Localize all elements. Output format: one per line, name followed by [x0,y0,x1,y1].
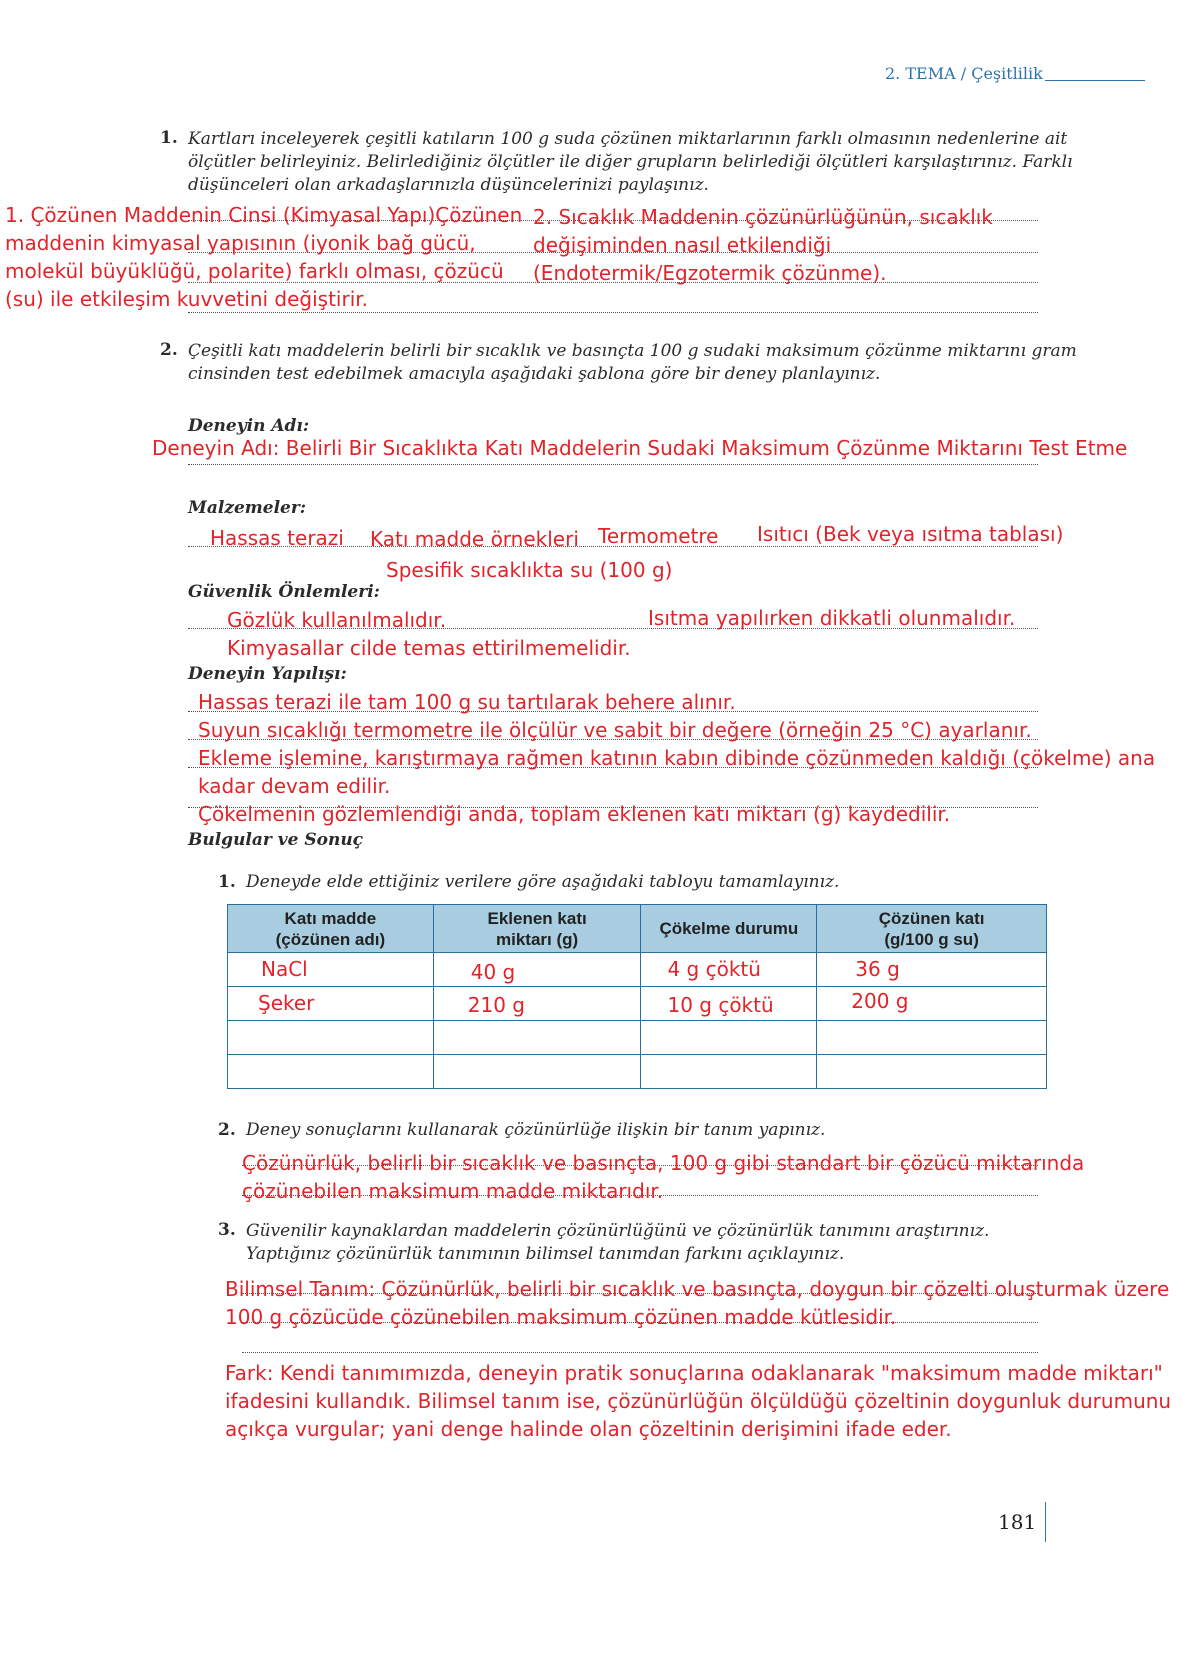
answer-line: Çözünürlük, belirli bir sıcaklık ve basınçta, 100 g gibi standart bir çözücü miktarında [242,1151,1085,1175]
results-label: Bulgular ve Sonuç [188,830,364,850]
materials-label: Malzemeler: [188,498,307,518]
procedure-step: Suyun sıcaklığı termometre ile ölçülür ve sabit bir değere (örneğin 25 °C) ayarlanır. [198,718,1032,742]
q1-answer-left [5,201,522,313]
safety-item: Isıtma yapılırken dikkatli olunmalıdır. [648,606,1016,630]
table-cell[interactable]: NaCl [228,953,434,987]
table-header: Eklenen katı miktarı (g) [433,905,641,953]
q1-line: düşünceleri olan arkadaşlarınızla düşüncelerinizi paylaşınız. [188,175,709,195]
procedure-steps [198,688,1155,828]
safety-label: Güvenlik Önlemleri: [188,582,380,602]
sub3-number: 3. [218,1220,236,1240]
table-header: Katı madde (çözünen adı) [228,905,434,953]
answer-line: açıkça vurgular; yani denge halinde olan çözeltinin derişimini ifade eder. [225,1417,952,1441]
table-row [228,1021,1047,1055]
q1-answer-right [533,203,993,287]
q2-text [188,340,1077,386]
material-item: Hassas terazi [210,526,344,550]
answer-line: Bilimsel Tanım: Çözünürlük, belirli bir sıcaklık ve basınçta, doygun bir çözelti oluşturmak üzere [225,1277,1170,1301]
table-header: Çözünen katı (g/100 g su) [817,905,1047,953]
safety-item: Gözlük kullanılmalıdır. [227,608,447,632]
table-cell[interactable] [433,1055,641,1089]
table-cell[interactable] [433,1021,641,1055]
q1-number: 1. [160,128,178,148]
results-table [227,904,1047,1089]
table-cell[interactable] [817,1055,1047,1089]
table-row [228,1055,1047,1089]
sub3-text [246,1220,989,1266]
q2-number: 2. [160,340,178,360]
sub1-number: 1. [218,872,236,892]
procedure-step: Ekleme işlemine, karıştırmaya rağmen katının kabın dibinde çözünmeden kaldığı (çökelme) ana [198,746,1156,770]
experiment-name-label: Deneyin Adı: [188,416,310,436]
table-header: Çökelme durumu [641,905,817,953]
sub1-text: Deneyde elde ettiğiniz verilere göre aşağıdaki tabloyu tamamlayınız. [246,872,840,892]
sub3-line: Güvenilir kaynaklardan maddelerin çözünürlüğünü ve çözünürlük tanımını araştırınız. [246,1221,990,1241]
section-header: 2. TEMA / Çeşitlilik [885,64,1043,83]
answer-line: 2. Sıcaklık Maddenin çözünürlüğünün, sıcaklık [533,205,993,229]
q2-line: Çeşitli katı maddelerin belirli bir sıcaklık ve basınçta 100 g sudaki maksimum çözünme miktarını gram [188,341,1077,361]
table-cell[interactable] [228,1021,434,1055]
table-cell[interactable]: 36 g [817,953,1047,987]
answer-line: (su) ile etkileşim kuvvetini değiştirir. [5,287,368,311]
table-cell[interactable]: 10 g çöktü [641,987,817,1021]
material-item: Katı madde örnekleri [370,527,579,551]
procedure-step: kadar devam edilir. [198,774,391,798]
q1-line: ölçütler belirleyiniz. Belirlediğiniz ölçütler ile diğer grupların belirlediği ölçütleri karşılaştırınız. Farklı [188,152,1073,172]
answer-line: 100 g çözücüde çözünebilen maksimum çözünen madde kütlesidir. [225,1305,897,1329]
answer-line: Fark: Kendi tanımımızda, deneyin pratik sonuçlarına odaklanarak "maksimum madde miktarı" [225,1361,1163,1385]
safety-item: Kimyasallar cilde temas ettirilmemelidir. [227,636,631,660]
table-cell[interactable]: 4 g çöktü [641,953,817,987]
answer-line: değişiminden nasıl etkilendiği [533,233,832,257]
material-item: Termometre [598,524,719,548]
sub2-answer [242,1149,1084,1205]
answer-line: molekül büyüklüğü, polarite) farklı olması, çözücü [5,259,504,283]
table-cell[interactable]: 40 g [433,953,641,987]
sub3-line: Yaptığınız çözünürlük tanımının bilimsel tanımdan farkını açıklayınız. [246,1244,845,1264]
q1-line: Kartları inceleyerek çeşitli katıların 100 g suda çözünen miktarlarının farklı olmasının nedenlerine ait [188,129,1068,149]
table-cell[interactable]: Şeker [228,987,434,1021]
procedure-step: Çökelmenin gözlemlendiği anda, toplam eklenen katı miktarı (g) kaydedilir. [198,802,951,826]
table-cell[interactable] [641,1021,817,1055]
answer-line: ifadesini kullandık. Bilimsel tanım ise, çözünürlüğün ölçüldüğü çözeltinin doygunluk durumunu [225,1389,1172,1413]
table-cell[interactable]: 200 g [817,987,1047,1021]
q2-line: cinsinden test edebilmek amacıyla aşağıdaki şablona göre bir deney planlayınız. [188,364,881,384]
material-item: Spesifik sıcaklıkta su (100 g) [386,558,673,582]
table-cell[interactable] [817,1021,1047,1055]
answer-line: maddenin kimyasal yapısının (iyonik bağ gücü, [5,231,476,255]
table-cell[interactable] [228,1055,434,1089]
sub2-number: 2. [218,1120,236,1140]
table-row [228,953,1047,987]
answer-line: (Endotermik/Egzotermik çözünme). [533,261,887,285]
material-item: Isıtıcı (Bek veya ısıtma tablası) [757,522,1064,546]
table-cell[interactable] [641,1055,817,1089]
table-row [228,987,1047,1021]
sub3-answer-difference [225,1359,1171,1443]
footer-rule [1045,1502,1046,1542]
answer-line: çözünebilen maksimum madde miktarıdır. [242,1179,664,1203]
page-number: 181 [998,1510,1037,1534]
sub2-text: Deney sonuçlarını kullanarak çözünürlüğe ilişkin bir tanım yapınız. [246,1120,826,1140]
procedure-step: Hassas terazi ile tam 100 g su tartılarak behere alınır. [198,690,736,714]
header-rule [1045,80,1145,81]
q1-text [188,128,1073,197]
answer-line: 1. Çözünen Maddenin Cinsi (Kimyasal Yapı)Çözünen [5,203,523,227]
table-cell[interactable]: 210 g [433,987,641,1021]
procedure-label: Deneyin Yapılışı: [188,664,347,684]
sub3-answer-definition [225,1275,1169,1331]
experiment-name-answer: Deneyin Adı: Belirli Bir Sıcaklıkta Katı Maddelerin Sudaki Maksimum Çözünme Miktarını Test Etme [152,436,1128,460]
